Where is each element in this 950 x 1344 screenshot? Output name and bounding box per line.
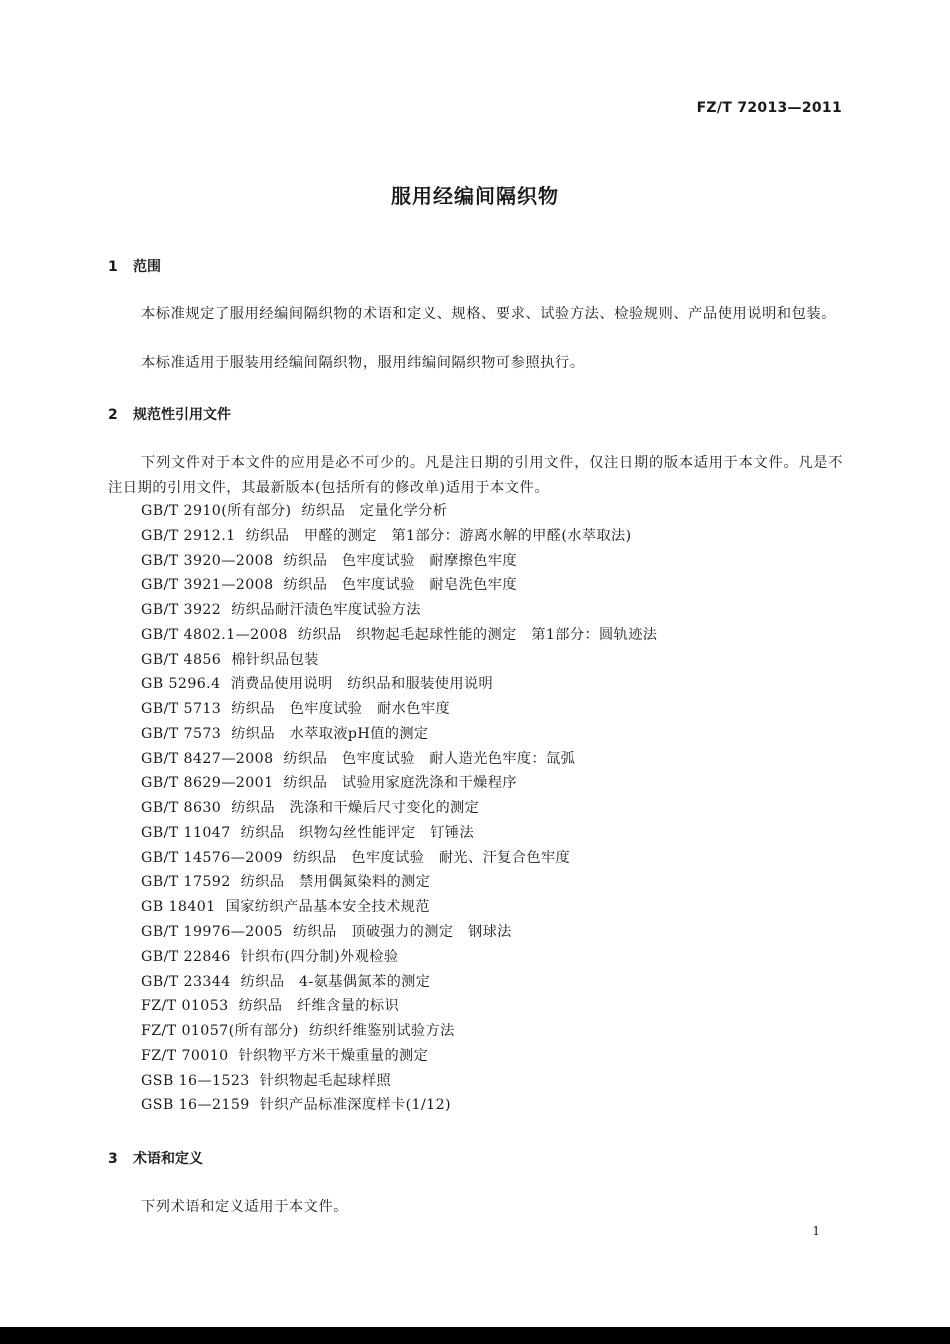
section-number: 1 [108, 259, 118, 275]
reference-title: 纺织品 色牢度试验 耐光、汗复合色牢度 [292, 849, 571, 866]
reference-title: 纺织品 顶破强力的测定 钢球法 [292, 924, 512, 941]
reference-item [141, 970, 657, 995]
reference-code: GB/T 3920—2008 [141, 552, 274, 569]
reference-item [141, 722, 657, 747]
reference-code: GB/T 17592 [141, 874, 231, 891]
reference-item [141, 499, 657, 524]
reference-title: 纺织品 色牢度试验 耐皂洗色牢度 [283, 577, 517, 594]
reference-item [141, 771, 657, 796]
reference-code: FZ/T 01053 [141, 998, 229, 1015]
reference-title: 纺织品 水萃取液pH值的测定 [231, 725, 429, 742]
reference-item [141, 821, 657, 846]
standard-number: FZ/T 72013—2011 [696, 100, 842, 116]
reference-title: 纺织品 织物勾丝性能评定 钉锤法 [240, 824, 475, 841]
reference-title: 国家纺织产品基本安全技术规范 [225, 899, 430, 916]
reference-code: GB 18401 [141, 899, 216, 916]
reference-code: FZ/T 01057(所有部分) [141, 1023, 299, 1040]
reference-code: GB/T 3921—2008 [141, 577, 274, 594]
reference-title: 纺织品耐汗渍色牢度试验方法 [231, 602, 421, 619]
reference-title: 纺织品 织物起毛起球性能的测定 第1部分：圆轨迹法 [297, 626, 658, 643]
reference-code: GB/T 8630 [141, 800, 222, 817]
reference-code: GB/T 7573 [141, 725, 222, 742]
reference-code: GB/T 3922 [141, 602, 222, 619]
reference-item [141, 747, 657, 772]
reference-title: 消费品使用说明 纺织品和服装使用说明 [230, 676, 494, 693]
reference-item [141, 623, 657, 648]
section-number: 2 [108, 407, 118, 423]
reference-item [141, 1019, 657, 1044]
reference-title: 针织物平方米干燥重量的测定 [238, 1047, 429, 1064]
reference-code: FZ/T 70010 [141, 1047, 229, 1064]
section-1-paragraph-1: 本标准规定了服用经编间隔织物的术语和定义、规格、要求、试验方法、检验规则、产品使用说明和包装。 [141, 306, 837, 322]
reference-title: 纺织品 试验用家庭洗涤和干燥程序 [283, 775, 517, 792]
reference-item [141, 1093, 657, 1118]
reference-item [141, 672, 657, 697]
reference-item [141, 870, 657, 895]
section-title: 范围 [133, 259, 161, 275]
reference-code: GB/T 2912.1 [141, 527, 236, 544]
reference-code: GSB 16—2159 [141, 1097, 250, 1114]
normative-references-list [141, 499, 657, 1118]
reference-item [141, 697, 657, 722]
reference-code: GB/T 11047 [141, 824, 231, 841]
section-3-heading [108, 1148, 203, 1168]
reference-code: GB/T 14576—2009 [141, 849, 283, 866]
reference-item [141, 1044, 657, 1069]
page-number: 1 [812, 1224, 820, 1238]
document-title: 服用经编间隔织物 [391, 184, 559, 208]
reference-title: 纺织纤维鉴别试验方法 [308, 1023, 455, 1040]
reference-title: 纺织品 禁用偶氮染料的测定 [240, 874, 431, 891]
reference-title: 纺织品 洗涤和干燥后尺寸变化的测定 [231, 800, 480, 817]
reference-title: 纺织品 定量化学分析 [301, 503, 448, 519]
reference-item [141, 895, 657, 920]
reference-title: 针织布(四分制)外观检验 [240, 948, 399, 965]
reference-code: GB/T 5713 [141, 701, 222, 718]
reference-item [141, 796, 657, 821]
reference-code: GB/T 19976—2005 [141, 924, 283, 941]
reference-item [141, 846, 657, 871]
reference-title: 棉针织品包装 [231, 651, 319, 668]
reference-code: GB/T 23344 [141, 973, 231, 990]
reference-title: 针织物起毛起球样照 [259, 1072, 392, 1089]
section-3-paragraph-1: 下列术语和定义适用于本文件。 [141, 1199, 349, 1215]
reference-title: 纺织品 甲醛的测定 第1部分：游离水解的甲醛(水萃取法) [245, 527, 632, 544]
reference-item [141, 573, 657, 598]
reference-title: 纺织品 色牢度试验 耐水色牢度 [231, 701, 451, 718]
reference-item [141, 598, 657, 623]
reference-code: GB/T 8427—2008 [141, 750, 274, 767]
section-1-heading [108, 256, 161, 276]
reference-title: 纺织品 色牢度试验 耐人造光色牢度：氙弧 [283, 750, 576, 767]
reference-code: GB/T 4856 [141, 651, 222, 668]
section-title: 规范性引用文件 [133, 407, 231, 423]
bottom-edge-bar [0, 1327, 950, 1344]
reference-item [141, 1069, 657, 1094]
reference-title: 针织产品标准深度样卡(1/12) [259, 1097, 451, 1114]
reference-title: 纺织品 色牢度试验 耐摩擦色牢度 [283, 552, 517, 569]
reference-code: GSB 16—1523 [141, 1072, 250, 1089]
section-2-heading [108, 404, 231, 424]
section-1-paragraph-2: 本标准适用于服装用经编间隔织物，服用纬编间隔织物可参照执行。 [141, 355, 585, 371]
reference-code: GB/T 4802.1—2008 [141, 626, 288, 643]
reference-title: 纺织品 纤维含量的标识 [238, 998, 400, 1015]
reference-item [141, 648, 657, 673]
section-number: 3 [108, 1151, 118, 1167]
reference-item [141, 945, 657, 970]
reference-item [141, 524, 657, 549]
reference-code: GB/T 2910(所有部分) [141, 503, 292, 519]
section-title: 术语和定义 [133, 1151, 203, 1167]
reference-code: GB/T 22846 [141, 948, 231, 965]
reference-item [141, 549, 657, 574]
reference-title: 纺织品 4-氨基偶氮苯的测定 [240, 973, 431, 990]
reference-item [141, 920, 657, 945]
section-2-paragraph-1: 下列文件对于本文件的应用是必不可少的。凡是注日期的引用文件，仅注日期的版本适用于本文件。凡是不注日期的引用文件，其最新版本(包括所有的修改单)适用于本文件。 [108, 455, 843, 496]
reference-item [141, 994, 657, 1019]
reference-code: GB/T 8629—2001 [141, 775, 274, 792]
reference-code: GB 5296.4 [141, 676, 221, 693]
